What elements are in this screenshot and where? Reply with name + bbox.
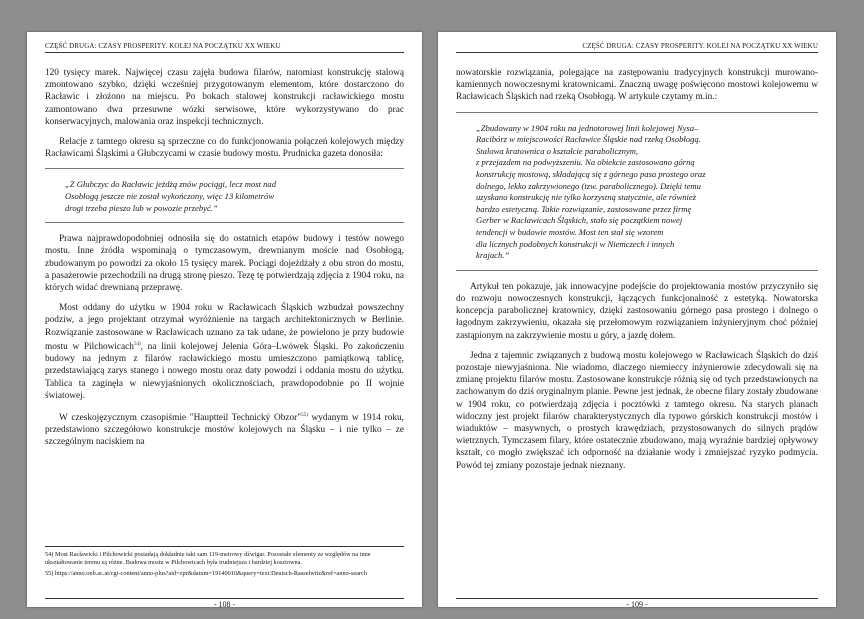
quote-line: „Z Głubczyc do Racławic jeżdżą znów pociągi, lecz most nad (65, 179, 277, 190)
footnote-ref: 55) (301, 412, 308, 418)
quote-line: z przejazdem na podwyższeniu. Na obiekcie zastosowano górną (476, 157, 695, 168)
footnotes (45, 546, 404, 581)
quote-line: Stalowa kratownica o kształcie parabolicznym, (476, 145, 639, 156)
paragraph: Prawa najprawdopodobniej odnosiła się do ostatnich etapów budowy i testów nowego mostu. Inne źródła wspominają o tymczasowym, drewnianym moście nad Osobłogą, zbudowanym po powodzi za około 15 tysięcy marek. Pociągi dojeżdżały z obu stron do mostu, a pasażerowie przechodzili na drugą stronę pieszo. Tezę tę potwierdzają zdjęcia z 1904 roku, na których widać drewnianą przeprawę. (45, 234, 404, 294)
footnote: 55) https://anno.onb.ac.at/cgi-content/anno-plus?aid=zpr&datum=19140010&query=text:Deutsch-Rasselwitz&ref=anno-search (45, 570, 367, 577)
quote-line: konstrukcję mostową, składającą się z górnego pasa prostego oraz (476, 168, 706, 179)
right-page (438, 32, 836, 607)
paragraph: Jedna z tajemnic związanych z budową mostu kolejowego w Racławicach Śląskich do dziś pozostaje niewyjaśniona. Nie wiadomo, dlaczego niemieccy inżynierowie zdecydowali się na zmianę projektu filarów mostu. Zastosowane konstrukcje różnią się od tych przedstawionych na zachowanym do dziś oryginalnym planie. Pewne jest jednak, że obecne filary zostały zbudowane w 1904 roku, co potwierdzają zdjęcia i pocztówki z tamtego okresu. Na starych planach widoczny jest projekt filarów charakterystycznych dla typowo górskich konstrukcji mostów i wiaduktów – masywnych, o prostych krawędziach, przystosowanych do silnych prądów wietrznych. Tymczasem filary, które ostatecznie zbudowano, mają wyraźnie bardziej opływowy kształt, co mogło zwiększać ich odporność na działanie wody i zmniejszać ryzyko podmycia. Powód tej zmiany pozostaje jednak nieznany. (456, 350, 818, 471)
page-number: - 108 - (213, 600, 236, 607)
paragraph (45, 302, 404, 402)
quote-line: dolnego, lekko zakrzywionego (tzw. parabolicznego). Dzięki temu (476, 180, 701, 191)
paragraph (45, 410, 404, 449)
quote-line: Osobłogą jeszcze nie został wykończony, więc 13 kilometrów (65, 191, 275, 202)
paragraph-text: wydanym w 1914 roku, przedstawiono szczegółowo konstrukcje mostów kolejowych na Śląsku – i nie tylko – ze szczególnym naciskiem na (45, 413, 404, 448)
paragraph-text: W czeskojęzycznym czasopiśmie "Hauptteil Technický Obzor" (59, 413, 302, 424)
page-number: - 109 - (626, 600, 648, 607)
paragraph: Relacje z tamtego okresu są sprzeczne co do funkcjonowania połączeń kolejowych między Racławicami Śląskimi a Głubczycami w czasie budowy mostu. Prudnicka gazeta donosiła: (45, 137, 404, 160)
quote-line: „Zbudowany w 1904 roku na jednotorowej linii kolejowej Nysa– (476, 122, 699, 133)
paragraph: 120 tysięcy marek. Najwięcej czasu zajęła budowa filarów, natomiast konstrukcję stalową zmontowano szybko, dzięki wcześniej przygotowanym elementom, które dostarczono do Racławic i złożono na miejscu. Po bokach stalowej konstrukcji racławickiego mostu zamontowano dwa przesuwne wózki serwisowe, które wykorzystywano do prac konserwacyjnych, malowania oraz inspekcji technicznych. (45, 68, 404, 127)
paragraph: nowatorskie rozwiązania, polegające na zastępowaniu tradycyjnych konstrukcji murowano-kamiennych nowoczesnymi kratownicami. Znaczną uwagę poświęcono mostowi kolejowemu w Racławicach Śląskich nad rzeką Osobłogą. W artykule czytamy m.in.: (456, 68, 818, 103)
quote-line: dla licznych podobnych konstrukcji w Niemczech i innych (476, 238, 675, 249)
quote-line: Gerber w Racławicach Śląskich, stało się początkiem nowej (476, 215, 683, 226)
paragraph-text: , na linii kolejowej Jelenia Góra–Lwówek Śląski. Po zakończeniu budowy na jednym z filarów racławickiego mostu umieszczono pamiątkową tablicę, przedstawiającą zarys stanego i nowego mostu oraz daty powodzi i oddania mostu do użytku. Tablica ta zaginęła w niewyjaśnionych okolicznościach, prawdopodobnie po II wojnie światowej. (45, 341, 404, 401)
block-quote (45, 168, 404, 223)
paragraph: Artykuł ten pokazuje, jak innowacyjne podejście do projektowania mostów przyczyniło się do rozwoju nowoczesnych konstrukcji, łączących funkcjonalność z estetyką. Nowatorska koncepcja parabolicznej kratownicy, dzięki zastosowaniu górnego pasa prostego i dolnego o łagodnym zakrzywieniu, okazała się przełomowym rozwiązaniem inżynieryjnym choć później zastąpionym na zakrzywienie mostu u góry, a jazdę dołem. (456, 281, 818, 341)
running-head: CZĘŚĆ DRUGA: CZASY PROSPERITY. KOLEJ NA POCZĄTKU XX WIEKU (456, 42, 818, 53)
folio-rule (456, 598, 818, 599)
folio-rule (45, 598, 404, 599)
left-page (27, 32, 422, 607)
body-text (456, 67, 818, 472)
quote-line: uzyskano konstrukcję nie tylko korzystną statycznie, ale również (476, 192, 697, 203)
quote-line: tendencji w budowie mostów. Most ten stał się wzorem (476, 226, 664, 237)
running-head: CZĘŚĆ DRUGA: CZASY PROSPERITY. KOLEJ NA POCZĄTKU XX WIEKU (45, 42, 404, 53)
quote-line: krajach.” (476, 250, 510, 261)
footnote-ref: 54) (133, 341, 141, 347)
quote-line: Racibórz w miejscowości Racławice Śląskie nad rzeką Osobłogą. (476, 134, 701, 145)
block-quote (456, 112, 818, 271)
quote-line: drogi trzeba pieszo lub w powozie przebyć.” (65, 202, 218, 213)
quote-line: bardzo estetyczną. Takie rozwiązanie, zastosowane przez firmę (476, 203, 692, 214)
footnote: 54) Most Racławicki i Pilchowicki posiadają dokładnie taki sam 119-metrowy dźwigar. Pozostałe elementy ze względów na inne ukształtowanie terenu są różne. Budowa mostu w Pilchowicach była trudniejsza i bardziej kosztowna. (45, 551, 371, 566)
paragraph-text: Most oddany do użytku w 1904 roku w Racławicach Śląskich wzbudzał powszechny podziw, a jego projektant otrzymał wyróżnienie na targach architektonicznych w Berlinie. Rozwiązanie zastosowane w Racławicach uznano za tak udane, że powielono je przy budowie mostu w Pilchowicach (45, 303, 404, 352)
body-text (45, 67, 404, 449)
